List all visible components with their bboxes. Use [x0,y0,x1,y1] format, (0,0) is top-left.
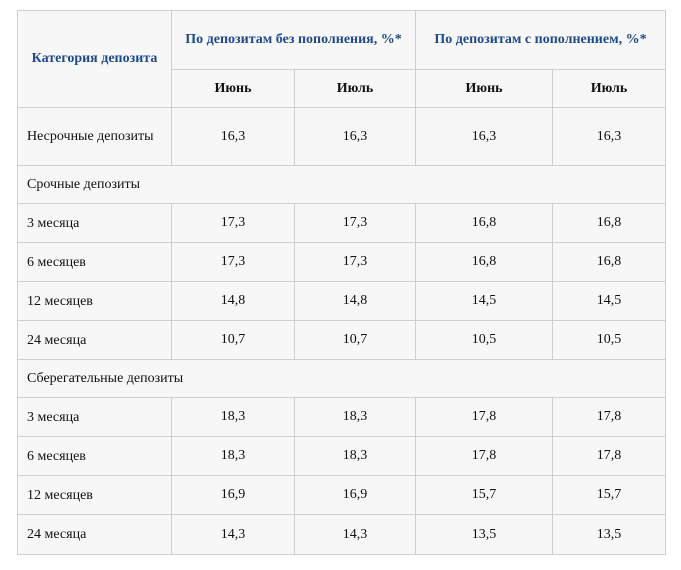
rate-cell: 15,7 [553,476,666,515]
rate-cell: 18,3 [172,398,295,437]
rate-cell: 17,8 [553,398,666,437]
rate-cell: 16,3 [416,108,553,166]
table-row [18,321,666,360]
table-row [18,282,666,321]
rate-cell: 14,5 [416,282,553,321]
row-label: Несрочные депозиты [18,108,172,166]
table-row [18,398,666,437]
rate-cell: 14,5 [553,282,666,321]
section-row [18,360,666,398]
group-header-no-topup: По депозитам без пополнения, %* [172,11,416,70]
deposit-rates-table-container [17,10,666,555]
rate-cell: 17,8 [416,437,553,476]
table-row [18,204,666,243]
table-row [18,476,666,515]
rate-cell: 10,7 [295,321,416,360]
deposit-rates-table [17,10,666,555]
rate-cell: 18,3 [295,398,416,437]
rate-cell: 14,3 [172,515,295,555]
rate-cell: 16,8 [553,204,666,243]
month-header: Июнь [416,70,553,108]
rate-cell: 17,8 [553,437,666,476]
rate-cell: 16,8 [416,204,553,243]
row-label: 24 месяца [18,515,172,555]
rate-cell: 16,3 [172,108,295,166]
rate-cell: 17,3 [295,204,416,243]
rate-cell: 14,8 [295,282,416,321]
section-label: Срочные депозиты [18,166,666,204]
row-label: 6 месяцев [18,243,172,282]
rate-cell: 17,3 [172,204,295,243]
row-label: 6 месяцев [18,437,172,476]
rate-cell: 18,3 [295,437,416,476]
table-row [18,108,666,166]
rate-cell: 16,3 [295,108,416,166]
row-label: 3 месяца [18,204,172,243]
month-header: Июль [553,70,666,108]
section-row [18,166,666,204]
rate-cell: 16,9 [172,476,295,515]
row-label: 12 месяцев [18,476,172,515]
rate-cell: 16,8 [416,243,553,282]
rate-cell: 14,8 [172,282,295,321]
rate-cell: 16,8 [553,243,666,282]
rate-cell: 13,5 [416,515,553,555]
rate-cell: 16,9 [295,476,416,515]
rate-cell: 17,3 [295,243,416,282]
table-row [18,515,666,555]
rate-cell: 17,8 [416,398,553,437]
table-row [18,437,666,476]
category-header: Категория депозита [18,11,172,108]
rate-cell: 16,3 [553,108,666,166]
rate-cell: 10,5 [553,321,666,360]
table-row [18,243,666,282]
rate-cell: 10,7 [172,321,295,360]
row-label: 24 месяца [18,321,172,360]
rate-cell: 14,3 [295,515,416,555]
rate-cell: 10,5 [416,321,553,360]
row-label: 3 месяца [18,398,172,437]
rate-cell: 15,7 [416,476,553,515]
month-header: Июль [295,70,416,108]
rate-cell: 13,5 [553,515,666,555]
rate-cell: 17,3 [172,243,295,282]
section-label: Сберегательные депозиты [18,360,666,398]
row-label: 12 месяцев [18,282,172,321]
group-header-with-topup: По депозитам с пополнением, %* [416,11,666,70]
month-header: Июнь [172,70,295,108]
rate-cell: 18,3 [172,437,295,476]
